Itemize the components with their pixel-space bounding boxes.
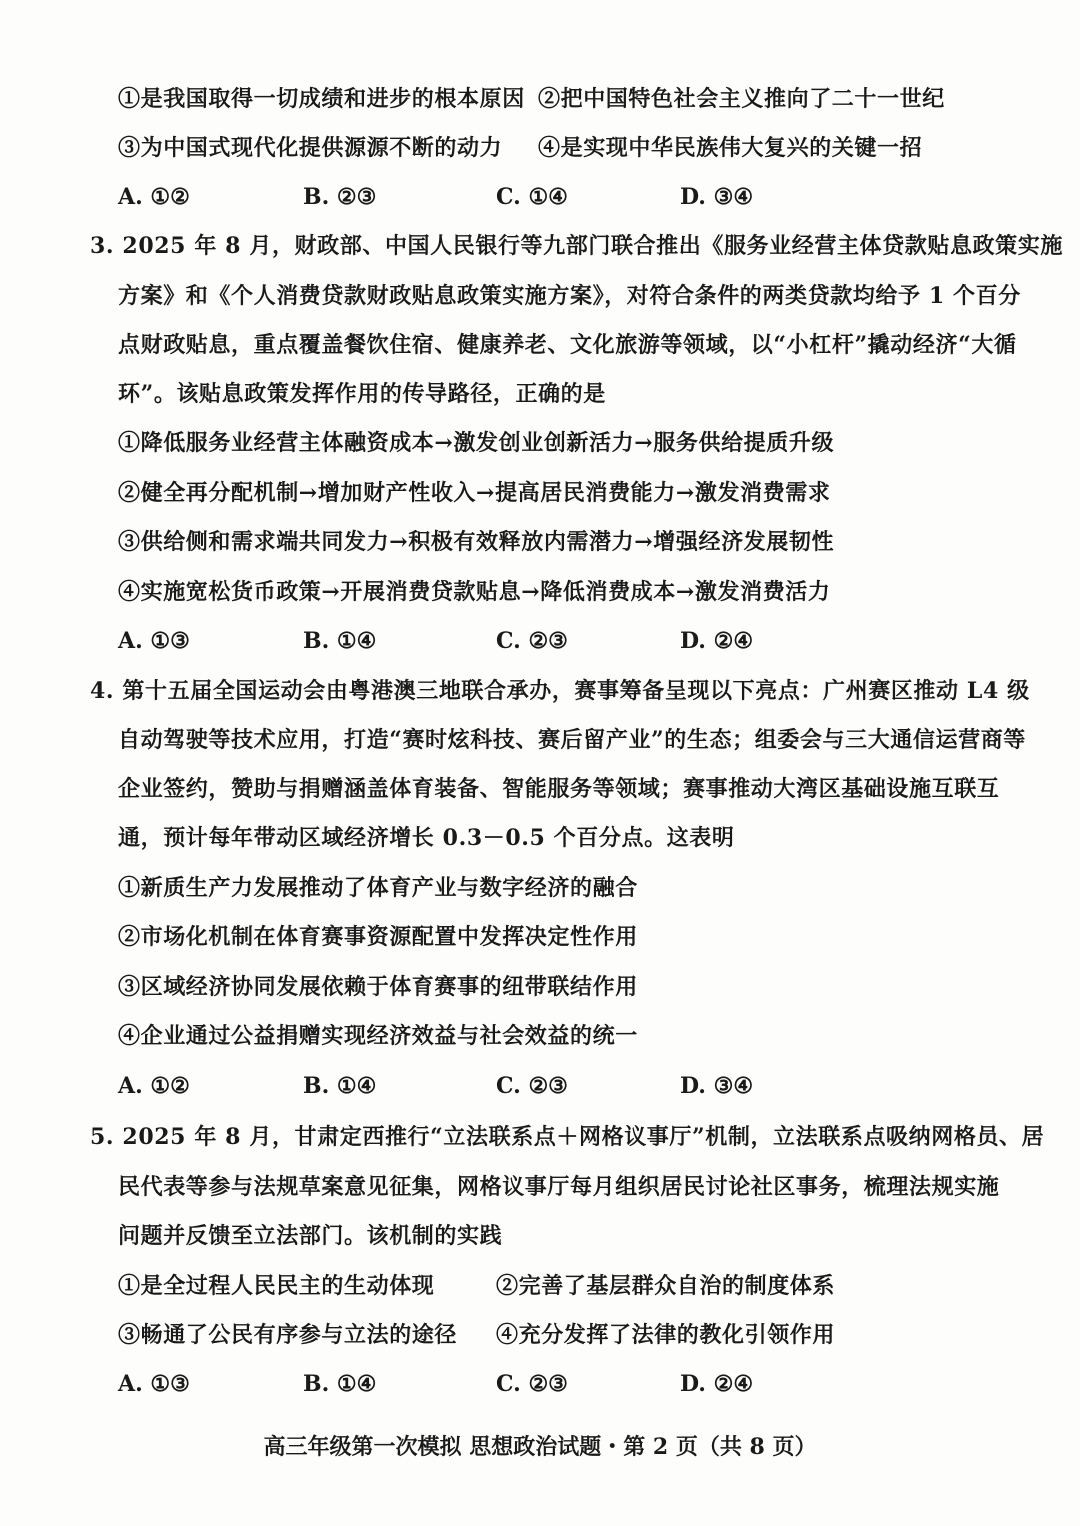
q2-option-2: ②把中国特色社会主义推向了二十一世纪 [538,86,945,112]
q4-option-3: ③区域经济协同发展依赖于体育赛事的纽带联结作用 [118,974,638,1000]
q2-option-4: ④是实现中华民族伟大复兴的关键一招 [538,135,923,161]
q5-stem-line-1: 5. 2025 年 8 月，甘肃定西推行“立法联系点＋网格议事厅”机制，立法联系点吸纳网格员、居 [90,1124,1045,1150]
q5-option-3: ③畅通了公民有序参与立法的途径 [118,1322,458,1348]
q5-choice-b: B. ①④ [303,1371,377,1397]
q3-stem-line-1: 3. 2025 年 8 月，财政部、中国人民银行等九部门联合推出《服务业经营主体贷款贴息政策实施 [90,233,1063,259]
q3-stem-line-4: 环”。该贴息政策发挥作用的传导路径，正确的是 [118,381,606,407]
q2-choice-b: B. ②③ [303,184,377,210]
q5-choice-d: D. ②④ [680,1371,754,1397]
q2-option-3: ③为中国式现代化提供源源不断的动力 [118,135,503,161]
q4-stem-line-2: 自动驾驶等技术应用，打造“赛时炫科技、赛后留产业”的生态；组委会与三大通信运营商等 [118,727,1026,753]
q3-option-4: ④实施宽松货币政策→开展消费贷款贴息→降低消费成本→激发消费活力 [118,579,831,605]
q3-option-2: ②健全再分配机制→增加财产性收入→提高居民消费能力→激发消费需求 [118,480,831,506]
q2-choice-d: D. ③④ [680,184,754,210]
q4-choice-c: C. ②③ [496,1073,568,1099]
q4-stem-line-3: 企业签约，赞助与捐赠涵盖体育装备、智能服务等领域；赛事推动大湾区基础设施互联互 [118,776,1000,802]
q3-stem-line-3: 点财政贴息，重点覆盖餐饮住宿、健康养老、文化旅游等领域，以“小杠杆”撬动经济“大循 [118,332,1017,358]
q2-option-1: ①是我国取得一切成绩和进步的根本原因 [118,86,525,112]
q3-stem-line-2: 方案》和《个人消费贷款财政贴息政策实施方案》，对符合条件的两类贷款均给予 1 个百分 [118,283,1021,309]
q5-option-4: ④充分发挥了法律的教化引领作用 [496,1322,836,1348]
q4-stem-line-4: 通，预计每年带动区域经济增长 0.3－0.5 个百分点。这表明 [118,825,735,851]
q5-option-1: ①是全过程人民民主的生动体现 [118,1273,435,1299]
q2-choice-c: C. ①④ [496,184,568,210]
q3-option-3: ③供给侧和需求端共同发力→积极有效释放内需潜力→增强经济发展韧性 [118,529,835,555]
q5-choice-c: C. ②③ [496,1371,568,1397]
q5-option-2: ②完善了基层群众自治的制度体系 [496,1273,836,1299]
q5-choice-a: A. ①③ [118,1371,190,1397]
q4-option-2: ②市场化机制在体育赛事资源配置中发挥决定性作用 [118,924,638,950]
q5-stem-line-3: 问题并反馈至立法部门。该机制的实践 [118,1223,503,1249]
q2-choice-a: A. ①② [118,184,190,210]
q3-choice-c: C. ②③ [496,628,568,654]
q4-option-1: ①新质生产力发展推动了体育产业与数字经济的融合 [118,875,638,901]
q3-choice-a: A. ①③ [118,628,190,654]
q3-option-1: ①降低服务业经营主体融资成本→激发创业创新活力→服务供给提质升级 [118,430,835,456]
q4-option-4: ④企业通过公益捐赠实现经济效益与社会效益的统一 [118,1023,638,1049]
q4-choice-d: D. ③④ [680,1073,754,1099]
q5-stem-line-2: 民代表等参与法规草案意见征集，网格议事厅每月组织居民讨论社区事务，梳理法规实施 [118,1174,1000,1200]
page-footer: 高三年级第一次模拟 思想政治试题・第 2 页（共 8 页） [263,1434,817,1460]
q3-choice-d: D. ②④ [680,628,754,654]
q4-choice-a: A. ①② [118,1073,190,1099]
q4-choice-b: B. ①④ [303,1073,377,1099]
q3-choice-b: B. ①④ [303,628,377,654]
q4-stem-line-1: 4. 第十五届全国运动会由粤港澳三地联合承办，赛事筹备呈现以下亮点：广州赛区推动 L4 级 [90,678,1030,704]
